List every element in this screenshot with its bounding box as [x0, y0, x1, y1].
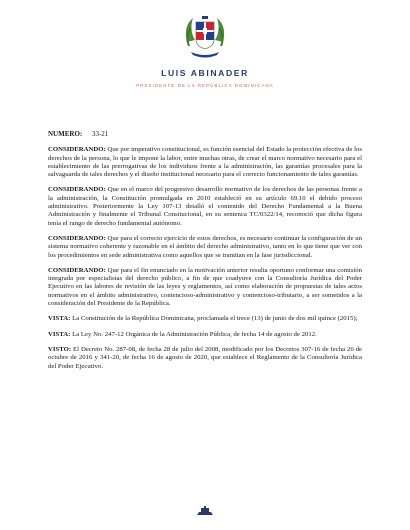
- decree-body: [48, 130, 362, 378]
- decree-number: [48, 130, 362, 138]
- considerando-2: CONSIDERANDO: Que en el marco del progresivo desarrollo normativo de los derechos de las personas frente a la administración, la Constitución promulgada en 2010 estableció en su artículo 69.10 el debido proceso administrativo. Posteriormente la Ley 107-13 detalló el contenido del Derecho Fundamental a la Buena Administración y finalmente el Tribunal Consitucional, en su sentenca TC/0322/14, reconoció que dicha figura tenía el rango de derecho fundamental autónomo.: [48, 186, 363, 227]
- considerando-1: CONSIDERANDO: Que por imperativo constitucional, es función esencial del Estado la protección efectiva de los derechos de la persona, lo que le impone la labor, entre muchas otras, de crear el marco normativo necesario para el establecimiento de las prerrogativas de los individuos frente a la administración, las garantías procesales para la salvaguarda de tales derechos y el diseño institucional necesario para el correcto funcionamiento de tales garantías.: [48, 146, 362, 179]
- footer-emblem-icon: [195, 506, 215, 516]
- vista-2: VISTA: La Ley No. 247-12 Orgánica de la Administración Pública, de fecha 14 de agosto de 2012.: [48, 330, 317, 338]
- visto-1: VISTO: El Decreto No. 287-08, de fecha 28 de julio del 2008, modificado por los Decretos 307-16 de fecha 26 de octubre de 2016 y 341-20, de fecha 16 de agosto de 2020, que establece el Reglamento de la Consultoría Jurídica del Poder Ejecutivo.: [48, 345, 362, 370]
- president-title: PRESIDENTE DE LA REPÚBLICA DOMINICANA: [136, 83, 274, 88]
- decree-number-label: NUMERO:: [48, 130, 83, 138]
- president-name: LUIS ABINADER: [161, 68, 249, 78]
- decree-number-value: 33-21: [91, 130, 109, 138]
- considerando-4: CONSIDERANDO: Que para el fin enunciado en la motivación anterior resulta oportuno conformar una comisión integrada por especialistas del derecho público, a fin de que coadyuve con la Consultoría Jurídica del Poder Ejecutivo en las labores de revisión de las leyes y reglamentos, así como elaboración de propuestas de tales actos normativos en el ámbito administrativo, contencioso-administrativo y contencioso-tributario, a ser sometidos a la consideración del Presidente de la República.: [48, 266, 363, 308]
- vista-1: VISTA: La Constitución de la República Dominicana, proclamada el trece (13) de junio de dos mil quince (2015);: [48, 315, 358, 323]
- letterhead: [0, 12, 410, 88]
- considerando-3: CONSIDERANDO: Que para el correcto ejercicio de estos derechos, es necesario continuar la configuración de un sistema normativo coherente y razonable en el ámbito del derecho administrativo, tanto en lo que tiene que ver con los procedimientos en sede administrativa como aquellos que se tramitan en la fase jurisdiccional.: [48, 234, 362, 259]
- coat-of-arms-icon: [183, 12, 227, 60]
